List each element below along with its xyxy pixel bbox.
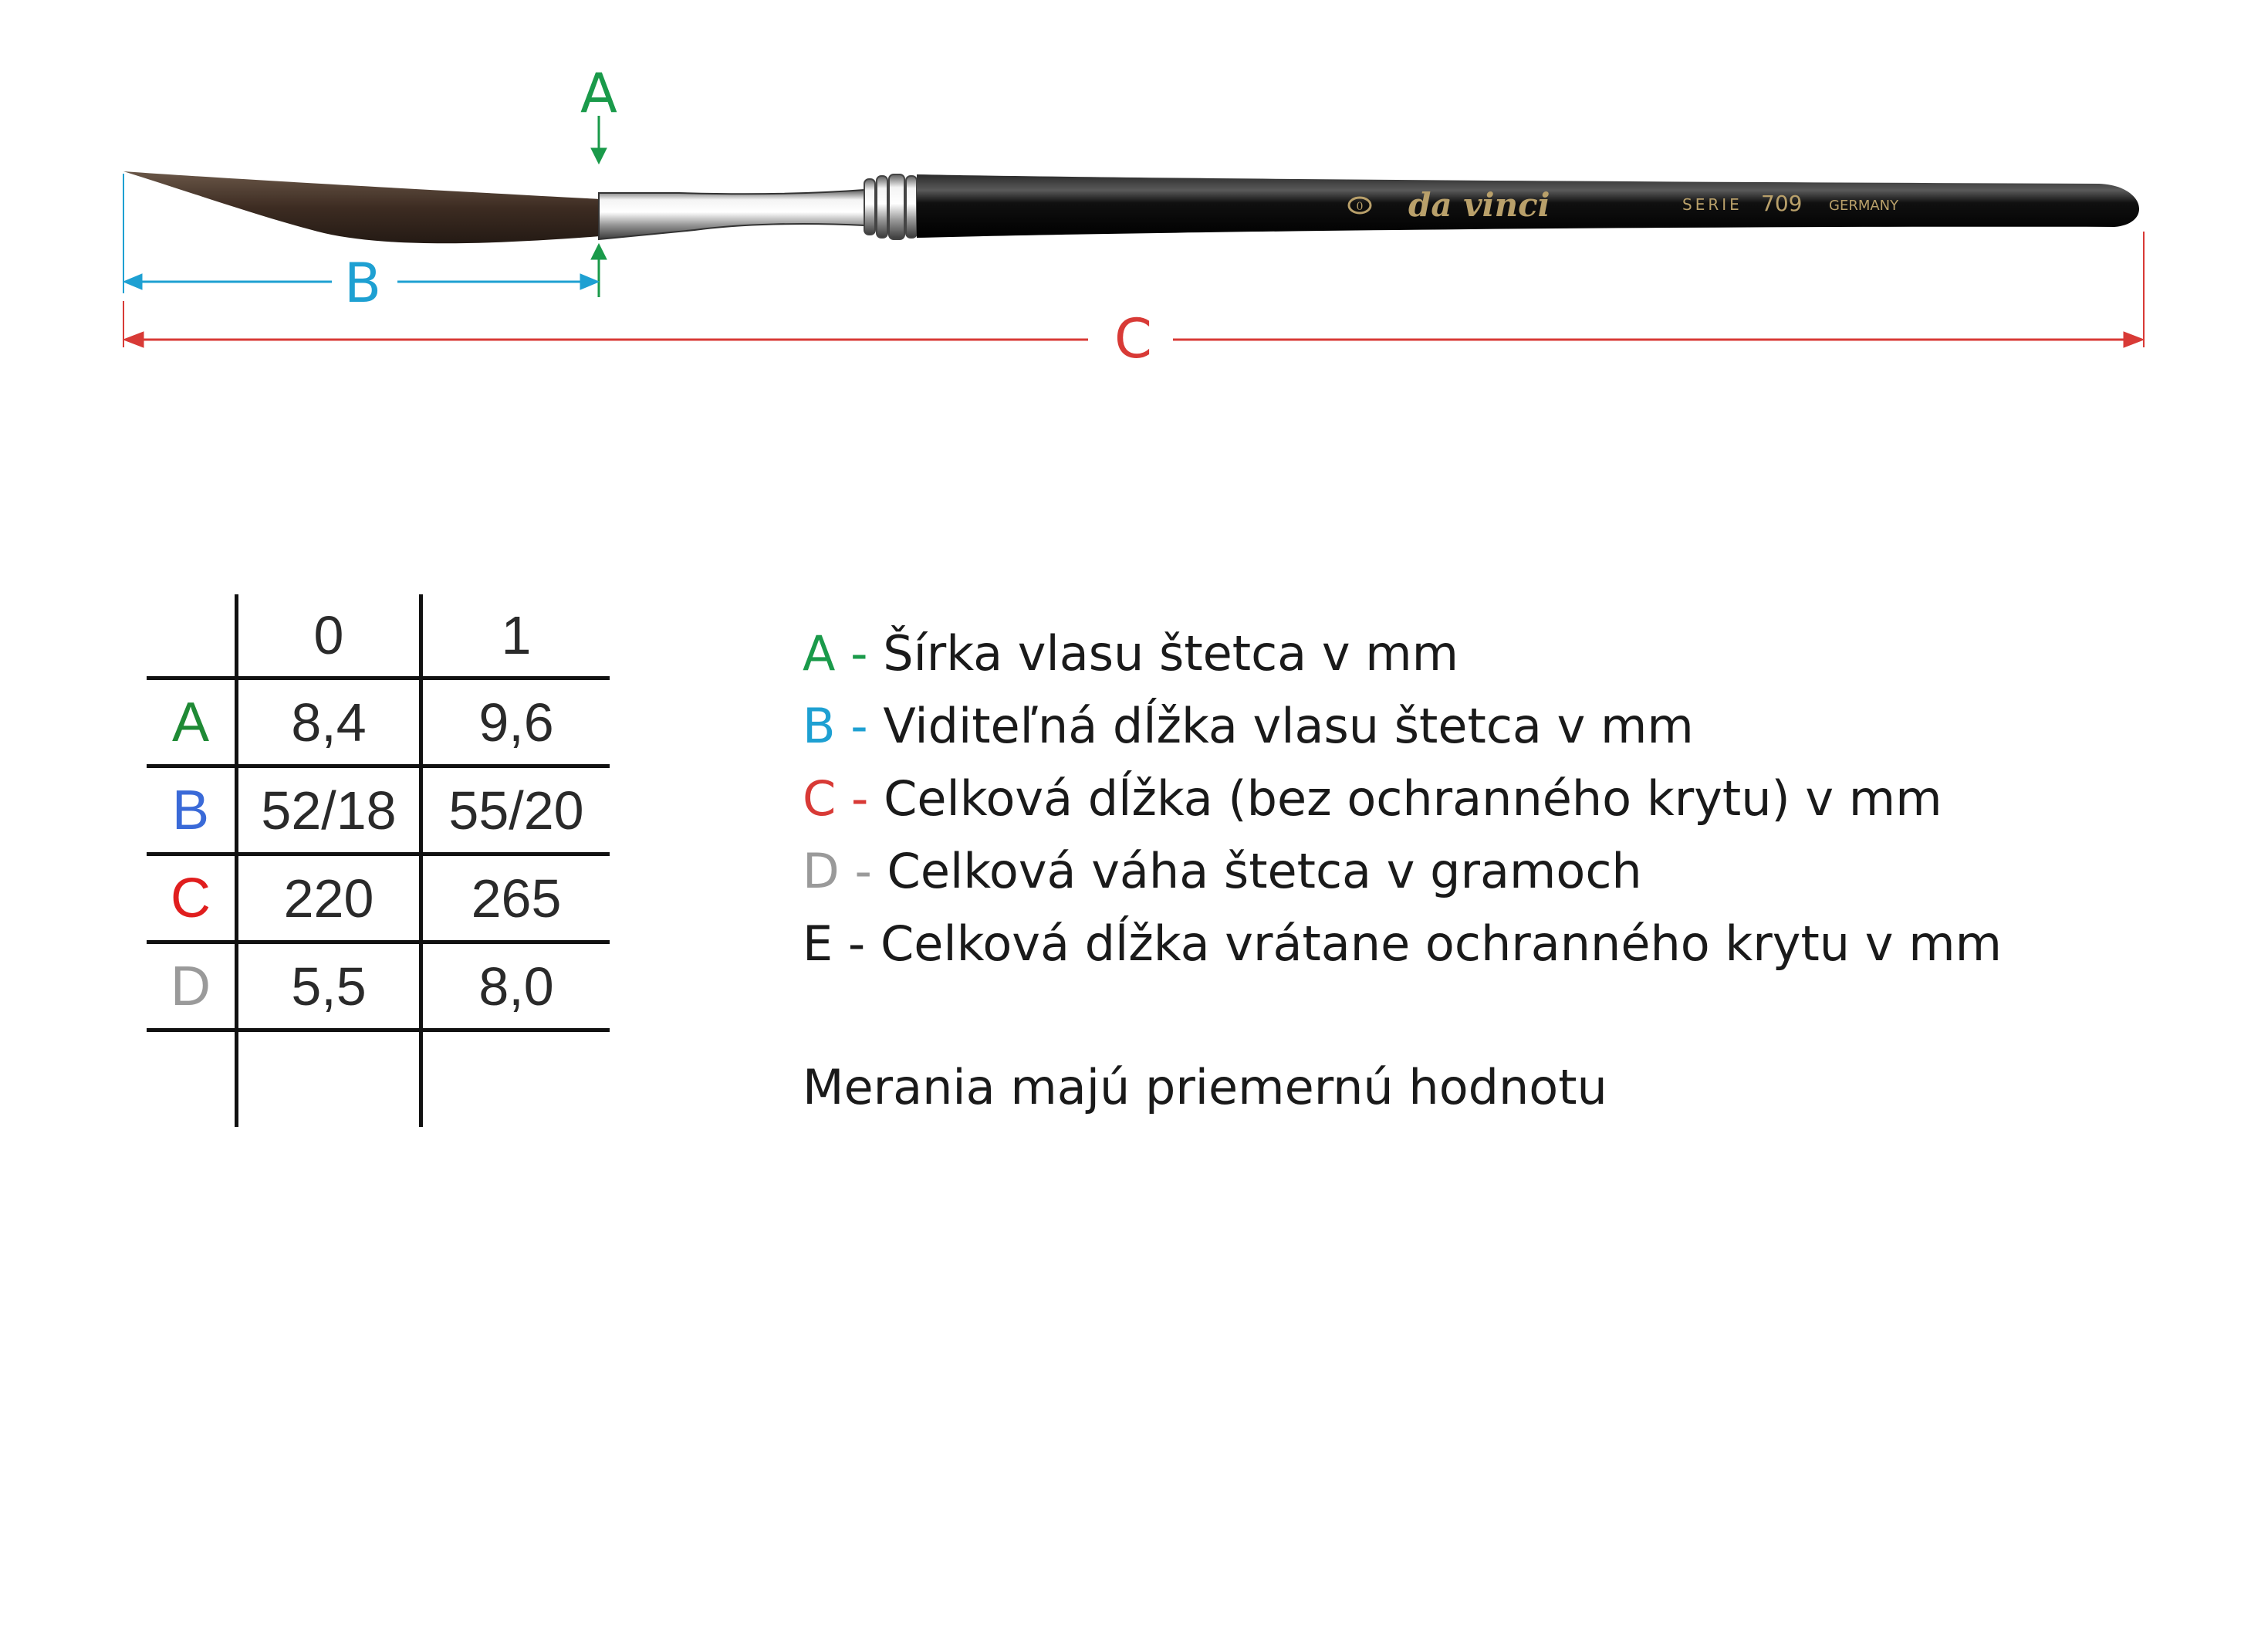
legend-item-D <box>803 835 2230 908</box>
legend-item-B <box>803 690 2230 763</box>
table-row-label-C: C <box>171 867 211 929</box>
table-cell-D-1: 8,0 <box>478 956 554 1017</box>
table-cell-B-1: 55/20 <box>448 780 584 841</box>
brand-logo: da vinci <box>1408 186 1550 224</box>
legend-key: D <box>803 843 840 899</box>
legend <box>803 617 2230 980</box>
legend-separator: - <box>835 698 884 754</box>
brush-ferrule <box>599 190 864 239</box>
legend-key: E <box>803 915 833 972</box>
spec-table <box>147 594 610 1127</box>
legend-text: Celková dĺžka (bez ochranného krytu) v mm <box>884 770 1942 827</box>
dimension-label-A: A <box>580 62 617 125</box>
table-row-label-D: D <box>171 955 211 1017</box>
legend-item-C <box>803 763 2230 835</box>
ferrule-ring <box>864 179 875 235</box>
measurement-note: Merania majú priemernú hodnotu <box>803 1059 1607 1115</box>
size-mark: 0 <box>1356 201 1364 213</box>
table-cell-A-0: 8,4 <box>291 692 367 753</box>
legend-text: Šírka vlasu štetca v mm <box>883 625 1459 682</box>
legend-key: C <box>803 770 837 827</box>
country-text: GERMANY <box>1829 198 1899 214</box>
legend-separator: - <box>835 625 884 682</box>
legend-text: Celková dĺžka vrátane ochranného krytu v mm <box>880 915 2002 972</box>
table-header-col-1: 1 <box>501 605 532 665</box>
legend-separator: - <box>839 843 887 899</box>
legend-key: B <box>803 698 836 754</box>
ferrule-ring <box>889 174 904 239</box>
serie-text: SERIE <box>1682 195 1742 214</box>
legend-item-E <box>803 908 2230 980</box>
number-text: 709 <box>1761 191 1803 216</box>
legend-text: Viditeľná dĺžka vlasu štetca v mm <box>883 698 1694 754</box>
legend-separator: - <box>833 915 880 972</box>
table-row-label-B: B <box>171 779 210 841</box>
brush-hair <box>123 171 600 243</box>
table-cell-C-0: 220 <box>283 868 374 929</box>
table-cell-B-0: 52/18 <box>261 780 397 841</box>
table-cell-D-0: 5,5 <box>291 956 367 1017</box>
ferrule-ring <box>877 176 887 238</box>
legend-item-A <box>803 617 2230 690</box>
table-header-col-0: 0 <box>313 605 344 665</box>
dimension-label-C: C <box>1114 307 1152 370</box>
legend-text: Celková váha štetca v gramoch <box>887 843 1642 899</box>
dimension-label-B: B <box>344 252 382 315</box>
table-cell-A-1: 9,6 <box>478 692 554 753</box>
legend-key: A <box>803 625 836 682</box>
legend-separator: - <box>836 770 884 827</box>
table-cell-C-1: 265 <box>471 868 562 929</box>
ferrule-ring <box>906 176 917 238</box>
table-row-label-A: A <box>171 691 210 753</box>
